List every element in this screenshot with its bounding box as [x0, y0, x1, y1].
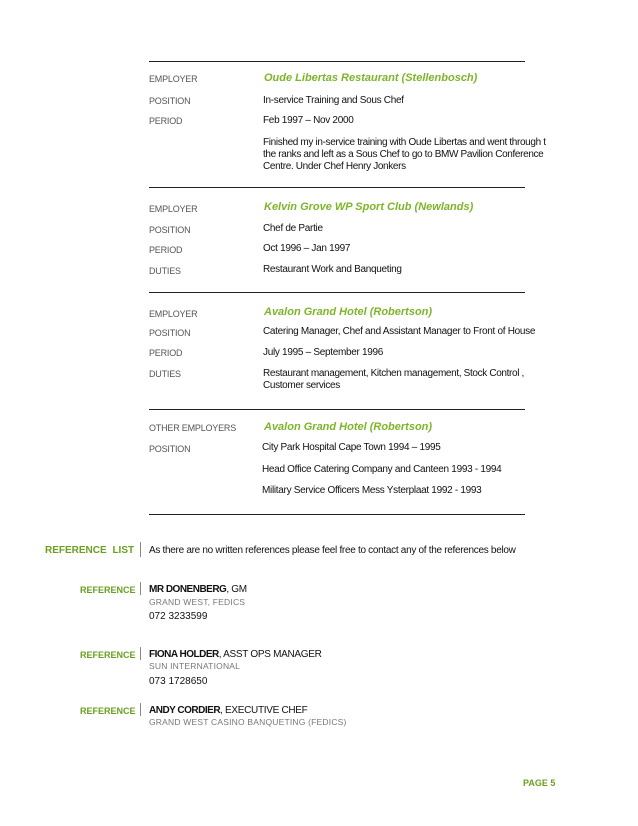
employer-label: EMPLOYER — [149, 204, 198, 214]
separator-bar — [140, 542, 141, 557]
other-employers-label: OTHER EMPLOYERS — [149, 423, 237, 433]
reference-phone: 073 1728650 — [149, 676, 208, 687]
position-label: POSITION — [149, 444, 191, 454]
duties-line: Customer services — [263, 380, 340, 391]
divider — [149, 292, 525, 293]
reference-name — [149, 705, 307, 716]
duties-line: Restaurant management, Kitchen management, Stock Control , — [263, 368, 524, 379]
position-value: City Park Hospital Cape Town 1994 – 1995 — [262, 442, 441, 453]
employer-name: Avalon Grand Hotel (Robertson) — [264, 306, 433, 318]
employer-name: Avalon Grand Hotel (Robertson) — [264, 421, 433, 433]
reference-person: ANDY CORDIER — [149, 705, 221, 716]
employer-label: EMPLOYER — [149, 74, 198, 84]
reference-list-heading: REFERENCE LIST — [45, 545, 135, 556]
period-label: PERIOD — [149, 245, 183, 255]
divider-bottom — [149, 514, 525, 515]
reference-company: GRAND WEST, FEDICS — [149, 597, 246, 607]
duties-value: Restaurant Work and Banqueting — [263, 264, 402, 275]
job-description — [263, 137, 563, 173]
description-line: Finished my in-service training with Oude Libertas and went through t — [263, 137, 546, 148]
description-line: the ranks and left as a Sous Chef to go to BMW Pavilion Conference — [263, 149, 544, 160]
reference-person: MR DONENBERG — [149, 584, 227, 595]
duties-value — [263, 368, 563, 392]
divider — [149, 409, 525, 410]
reference-title: , ASST OPS MANAGER — [218, 649, 322, 660]
reference-label: REFERENCE — [80, 650, 136, 660]
reference-phone: 072 3233599 — [149, 611, 208, 622]
reference-label: REFERENCE — [80, 706, 136, 716]
reference-company: GRAND WEST CASINO BANQUETING (FEDICS) — [149, 717, 347, 727]
period-value: July 1995 – September 1996 — [263, 347, 384, 358]
period-label: PERIOD — [149, 348, 183, 358]
reference-name — [149, 649, 322, 660]
reference-label: REFERENCE — [80, 585, 136, 595]
position-value: Chef de Partie — [263, 223, 323, 234]
period-value: Oct 1996 – Jan 1997 — [263, 243, 351, 254]
position-label: POSITION — [149, 96, 191, 106]
period-value: Feb 1997 – Nov 2000 — [263, 115, 354, 126]
position-label: POSITION — [149, 225, 191, 235]
reference-company: SUN INTERNATIONAL — [149, 661, 241, 671]
description-line: Centre. Under Chef Henry Jonkers — [263, 161, 406, 172]
position-value: Military Service Officers Mess Ysterplaat 1992 - 1993 — [262, 485, 482, 496]
employer-label: EMPLOYER — [149, 309, 198, 319]
duties-label: DUTIES — [149, 266, 181, 276]
reference-person: FIONA HOLDER — [149, 649, 219, 660]
position-label: POSITION — [149, 328, 191, 338]
separator-bar — [140, 647, 141, 660]
reference-name — [149, 584, 247, 595]
position-value: In-service Training and Sous Chef — [263, 95, 404, 106]
divider — [149, 187, 525, 188]
page-number: PAGE 5 — [523, 778, 556, 788]
position-value: Catering Manager, Chef and Assistant Manager to Front of House — [263, 326, 536, 337]
position-value: Head Office Catering Company and Canteen 1993 - 1994 — [262, 464, 502, 475]
separator-bar — [140, 582, 141, 595]
employer-name: Oude Libertas Restaurant (Stellenbosch) — [264, 72, 478, 84]
reference-list-text: As there are no written references please feel free to contact any of the references below — [149, 545, 516, 556]
duties-label: DUTIES — [149, 369, 181, 379]
separator-bar — [140, 703, 141, 716]
period-label: PERIOD — [149, 116, 183, 126]
reference-title: , GM — [226, 584, 247, 595]
employer-name: Kelvin Grove WP Sport Club (Newlands) — [264, 201, 474, 213]
divider-top — [149, 61, 525, 62]
reference-title: , EXECUTIVE CHEF — [220, 705, 308, 716]
